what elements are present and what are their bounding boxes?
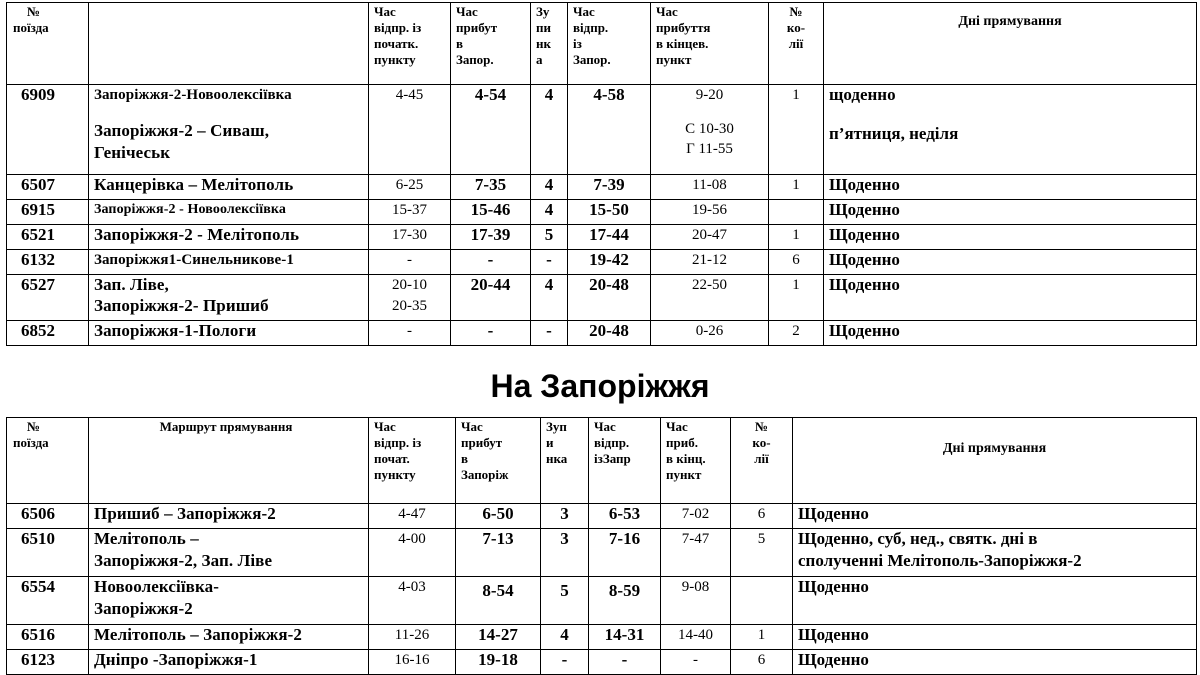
route-line: Новоолексіївка- xyxy=(94,577,219,596)
table-header-row xyxy=(7,418,1197,504)
days xyxy=(824,200,1197,225)
departures-table xyxy=(6,2,1197,346)
table-row xyxy=(7,250,1197,275)
arr-end xyxy=(651,250,769,275)
header-text: а xyxy=(536,52,543,67)
arr-end xyxy=(661,650,731,675)
header-text: нка xyxy=(546,451,568,466)
time-text: 8-59 xyxy=(608,581,641,600)
stops: 4 xyxy=(531,200,568,225)
route-line: Запоріжжя-2- Пришиб xyxy=(94,296,269,315)
dep-origin xyxy=(369,650,456,675)
track: 6 xyxy=(731,504,793,529)
dep-origin xyxy=(369,225,451,250)
dep-origin xyxy=(369,504,456,529)
table-row xyxy=(7,200,1197,225)
header-text: ко- xyxy=(752,435,771,450)
time-text: 4-00 xyxy=(398,531,426,547)
header-text: поїзда xyxy=(13,20,49,35)
dep-zap: 6-53 xyxy=(589,504,661,529)
track: 6 xyxy=(769,250,824,275)
table-row xyxy=(7,85,1197,175)
header-text: Час xyxy=(456,4,478,19)
train-number: 6521 xyxy=(7,225,89,250)
days-text: Щоденно xyxy=(829,250,900,269)
days-text: сполученні Мелітополь-Запоріжжя-2 xyxy=(798,551,1082,570)
header-text: Час xyxy=(656,4,678,19)
header-arr-end xyxy=(661,418,731,504)
dep-origin xyxy=(369,85,451,175)
dep-zap: 20-48 xyxy=(568,275,651,321)
header-train-number xyxy=(7,418,89,504)
time-text: 21-12 xyxy=(692,252,727,268)
stops: 4 xyxy=(531,175,568,200)
route xyxy=(89,225,369,250)
stops xyxy=(541,577,589,625)
header-text: відпр. із xyxy=(374,435,422,450)
days-text: Щоденно xyxy=(798,577,869,596)
table-row xyxy=(7,504,1197,529)
header-text: прибут xyxy=(461,435,503,450)
header-text: почат. xyxy=(374,451,410,466)
arr-zap: 6-50 xyxy=(456,504,541,529)
table-row xyxy=(7,175,1197,200)
header-text: Дні прямування xyxy=(942,440,1047,456)
route-line: Запоріжжя-2 - Новоолексіївка xyxy=(94,202,286,217)
route-line: Запоріжжя-2, Зап. Ліве xyxy=(94,551,273,570)
dep-origin xyxy=(369,275,451,321)
header-text: із xyxy=(573,36,582,51)
stops: - xyxy=(531,321,568,346)
time-text: 9-08 xyxy=(681,579,710,595)
route xyxy=(89,529,369,577)
header-dep-zap xyxy=(568,3,651,85)
days-text: Щоденно, суб, нед., святк. дні в xyxy=(798,529,1038,548)
arr-end xyxy=(661,504,731,529)
days-text: Щоденно xyxy=(829,321,900,340)
route-line: Зап. Ліве, xyxy=(94,275,169,294)
days-text: щоденно xyxy=(829,85,896,104)
header-text: прибут xyxy=(456,20,498,35)
header-track xyxy=(731,418,793,504)
header-text: № xyxy=(789,4,803,19)
arr-end xyxy=(651,225,769,250)
track: 5 xyxy=(731,529,793,577)
track xyxy=(731,577,793,625)
stops: 3 xyxy=(541,529,589,577)
dep-zap: 15-50 xyxy=(568,200,651,225)
track: 6 xyxy=(731,650,793,675)
train-number: 6132 xyxy=(7,250,89,275)
route-line: Запоріжжя1-Синельникове-1 xyxy=(94,252,294,268)
route xyxy=(89,625,369,650)
header-track xyxy=(769,3,824,85)
train-number: 6507 xyxy=(7,175,89,200)
header-arr-zap xyxy=(451,3,531,85)
days xyxy=(793,625,1197,650)
table-row xyxy=(7,321,1197,346)
track: 1 xyxy=(769,225,824,250)
route-line: Запоріжжя-1-Пологи xyxy=(94,321,257,340)
header-dep-zap xyxy=(589,418,661,504)
arr-zap xyxy=(456,577,541,625)
header-text: в xyxy=(461,451,469,466)
table-header-row xyxy=(7,3,1197,85)
route-line: Запоріжжя-2 xyxy=(94,599,193,618)
dep-zap: 17-44 xyxy=(568,225,651,250)
time-text: 11-26 xyxy=(394,627,430,643)
dep-zap: 7-39 xyxy=(568,175,651,200)
days xyxy=(793,504,1197,529)
track xyxy=(769,200,824,225)
header-text: в кінц. xyxy=(666,451,706,466)
route xyxy=(89,275,369,321)
header-text: № xyxy=(27,419,41,434)
days xyxy=(793,577,1197,625)
route-line: Канцерівка – Мелітополь xyxy=(94,175,294,194)
header-text: пункт xyxy=(656,52,692,67)
route-line: Запоріжжя-2 – Сиваш, xyxy=(94,121,270,140)
time-text: 4-45 xyxy=(395,87,424,103)
header-text: пункту xyxy=(374,467,416,482)
header-stops xyxy=(541,418,589,504)
header-text: в xyxy=(456,36,464,51)
route-line: Запоріжжя-2 - Мелітополь xyxy=(94,225,300,244)
arr-end xyxy=(651,175,769,200)
days-text: Щоденно xyxy=(798,650,869,669)
header-text: № xyxy=(27,4,41,19)
time-text: 20-10 xyxy=(392,277,427,293)
arr-end xyxy=(651,275,769,321)
arr-zap: - xyxy=(451,321,531,346)
dep-zap: 14-31 xyxy=(589,625,661,650)
table-row xyxy=(7,577,1197,625)
header-dep-origin xyxy=(369,3,451,85)
header-text: нк xyxy=(536,36,551,51)
route xyxy=(89,650,369,675)
dep-origin xyxy=(369,577,456,625)
header-text: Час xyxy=(666,419,688,434)
header-text: початк. xyxy=(374,36,419,51)
time-text: - xyxy=(407,323,412,339)
route xyxy=(89,577,369,625)
days-text: п’ятниця, неділя xyxy=(829,124,959,143)
header-days xyxy=(824,3,1197,85)
arr-zap: 14-27 xyxy=(456,625,541,650)
arr-zap: 7-13 xyxy=(456,529,541,577)
header-text: відпр. xyxy=(573,20,609,35)
days xyxy=(824,225,1197,250)
time-text: 0-26 xyxy=(695,323,724,339)
days xyxy=(824,175,1197,200)
days xyxy=(824,321,1197,346)
table-row xyxy=(7,529,1197,577)
route-line: Мелітополь – Запоріжжя-2 xyxy=(94,625,302,644)
train-number: 6123 xyxy=(7,650,89,675)
stops: 5 xyxy=(531,225,568,250)
days xyxy=(824,275,1197,321)
header-text: Маршрут прямування xyxy=(159,419,293,434)
track: 1 xyxy=(731,625,793,650)
header-arr-zap xyxy=(456,418,541,504)
time-text: 16-16 xyxy=(394,652,430,668)
route xyxy=(89,200,369,225)
days-text: Щоденно xyxy=(829,275,900,294)
days xyxy=(824,85,1197,175)
route xyxy=(89,504,369,529)
days xyxy=(824,250,1197,275)
header-text: Дні прямування xyxy=(958,13,1062,29)
header-text: лії xyxy=(788,36,804,51)
dep-origin xyxy=(369,200,451,225)
train-number: 6915 xyxy=(7,200,89,225)
train-number: 6516 xyxy=(7,625,89,650)
dep-origin xyxy=(369,529,456,577)
header-train-number xyxy=(7,3,89,85)
days xyxy=(793,650,1197,675)
header-text: № xyxy=(754,419,769,434)
time-text: 20-35 xyxy=(392,298,427,314)
time-text: 19-56 xyxy=(692,202,727,218)
header-text: пункту xyxy=(374,52,416,67)
arr-end xyxy=(661,529,731,577)
route-line: Мелітополь – xyxy=(94,529,199,548)
header-text: в кінцев. xyxy=(656,36,709,51)
header-text: ко- xyxy=(786,20,806,35)
route-line: Пришиб – Запоріжжя-2 xyxy=(94,504,276,523)
header-text: відпр. із xyxy=(374,20,422,35)
time-text: 22-50 xyxy=(692,277,727,293)
arr-zap: 20-44 xyxy=(451,275,531,321)
header-text: пункт xyxy=(666,467,702,482)
arr-zap: 7-35 xyxy=(451,175,531,200)
time-text: 14-40 xyxy=(678,627,713,643)
header-text: пи xyxy=(536,20,551,35)
days xyxy=(793,529,1197,577)
header-text: Час xyxy=(461,419,483,434)
dep-origin xyxy=(369,175,451,200)
header-text: лії xyxy=(754,451,769,466)
arr-end xyxy=(661,625,731,650)
time-text: 15-37 xyxy=(392,202,427,218)
train-number: 6510 xyxy=(7,529,89,577)
train-number: 6527 xyxy=(7,275,89,321)
route xyxy=(89,175,369,200)
dep-zap xyxy=(589,577,661,625)
arr-zap: - xyxy=(451,250,531,275)
days-text: Щоденно xyxy=(829,175,900,194)
header-text: Час xyxy=(594,419,616,434)
header-text: Запор. xyxy=(456,52,494,67)
time-text: 8-54 xyxy=(482,581,514,600)
dep-origin xyxy=(369,321,451,346)
days-text: Щоденно xyxy=(798,504,869,523)
header-text: приб. xyxy=(666,435,698,450)
arr-end xyxy=(651,200,769,225)
time-text: - xyxy=(693,652,698,668)
dep-zap: 4-58 xyxy=(568,85,651,175)
header-text: Запоріж xyxy=(461,467,509,482)
train-number: 6506 xyxy=(7,504,89,529)
dep-zap: 20-48 xyxy=(568,321,651,346)
header-text: и xyxy=(546,435,554,450)
track: 1 xyxy=(769,175,824,200)
header-dep-origin xyxy=(369,418,456,504)
stops: - xyxy=(541,650,589,675)
arr-zap: 4-54 xyxy=(451,85,531,175)
header-text: Час xyxy=(573,4,595,19)
table-row xyxy=(7,275,1197,321)
time-text: 7-02 xyxy=(681,506,710,522)
stops-text: 5 xyxy=(560,581,569,600)
header-text: Час xyxy=(374,4,396,19)
time-text: 20-47 xyxy=(692,227,727,243)
stops: 4 xyxy=(531,275,568,321)
table-row xyxy=(7,650,1197,675)
route xyxy=(89,250,369,275)
time-text: С 10-30 xyxy=(685,121,734,137)
train-number: 6852 xyxy=(7,321,89,346)
header-text: Запор. xyxy=(573,52,611,67)
time-text: 7-47 xyxy=(681,531,710,547)
time-text: - xyxy=(407,252,412,268)
stops: 4 xyxy=(541,625,589,650)
header-text: Зуп xyxy=(546,419,567,434)
dep-origin xyxy=(369,250,451,275)
stops: - xyxy=(531,250,568,275)
table-row xyxy=(7,225,1197,250)
header-route xyxy=(89,418,369,504)
table-row xyxy=(7,625,1197,650)
time-text: 4-03 xyxy=(398,579,426,595)
stops: 3 xyxy=(541,504,589,529)
route-line: Генічеськ xyxy=(94,143,171,162)
arr-end xyxy=(651,321,769,346)
arr-zap: 19-18 xyxy=(456,650,541,675)
arrivals-table xyxy=(6,417,1197,675)
route xyxy=(89,321,369,346)
time-text: Г 11-55 xyxy=(686,141,733,157)
header-text: Час xyxy=(374,419,396,434)
dep-zap: - xyxy=(589,650,661,675)
arr-end xyxy=(661,577,731,625)
train-number: 6554 xyxy=(7,577,89,625)
arr-zap: 15-46 xyxy=(451,200,531,225)
track: 1 xyxy=(769,275,824,321)
time-text: 6-25 xyxy=(395,177,424,193)
time-text: 17-30 xyxy=(392,227,427,243)
route-line: Дніпро -Запоріжжя-1 xyxy=(94,650,258,669)
header-arr-end xyxy=(651,3,769,85)
time-text: 11-08 xyxy=(692,177,727,193)
dep-origin xyxy=(369,625,456,650)
header-text: ізЗапр xyxy=(594,451,631,466)
days-text: Щоденно xyxy=(829,225,900,244)
header-route xyxy=(89,3,369,85)
days-text: Щоденно xyxy=(798,625,869,644)
header-text: прибуття xyxy=(656,20,711,35)
route-line: Запоріжжя-2-Новоолексіївка xyxy=(94,87,292,103)
train-number: 6909 xyxy=(7,85,89,175)
route xyxy=(89,85,369,175)
dep-zap: 7-16 xyxy=(589,529,661,577)
header-days xyxy=(793,418,1197,504)
header-text: Зу xyxy=(536,4,550,19)
header-text: поїзда xyxy=(13,435,49,450)
arr-end xyxy=(651,85,769,175)
header-stops xyxy=(531,3,568,85)
days-text: Щоденно xyxy=(829,200,900,219)
section-title: На Запоріжжя xyxy=(490,368,710,404)
track: 2 xyxy=(769,321,824,346)
stops: 4 xyxy=(531,85,568,175)
track: 1 xyxy=(769,85,824,175)
header-text: відпр. xyxy=(594,435,630,450)
arr-zap: 17-39 xyxy=(451,225,531,250)
time-text: 4-47 xyxy=(398,506,426,522)
dep-zap: 19-42 xyxy=(568,250,651,275)
time-text: 9-20 xyxy=(695,87,724,103)
